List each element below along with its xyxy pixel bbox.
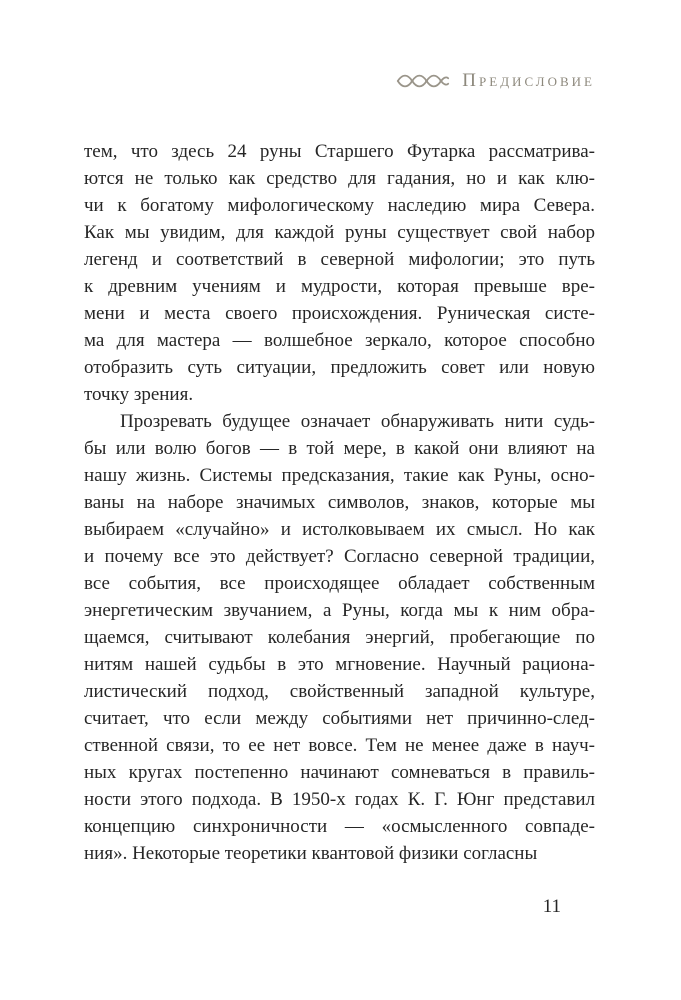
text-line: мени и места своего происхождения. Руническая систе- <box>84 303 595 324</box>
text-line: листический подход, свойственный западной культуре, <box>84 681 595 702</box>
paragraph <box>84 408 595 867</box>
text-line: ственной связи, то ее нет вовсе. Тем не менее даже в науч- <box>84 735 595 756</box>
text-line: Как мы увидим, для каждой руны существует свой набор <box>84 222 595 243</box>
text-line: ности этого подхода. В 1950-х годах К. Г. Юнг представил <box>84 789 595 810</box>
knot-ornament-icon <box>396 71 450 91</box>
text-line: ма для мастера — волшебное зеркало, которое способно <box>84 330 595 351</box>
text-line: к древним учениям и мудрости, которая превыше вре- <box>84 276 595 297</box>
text-line: ются не только как средство для гадания, но и как клю- <box>84 168 595 189</box>
text-line: Прозревать будущее означает обнаруживать нити судь- <box>120 411 595 432</box>
page-title: Предисловие <box>462 70 595 91</box>
text-line: выбираем «случайно» и истолковываем их смысл. Но как <box>84 519 595 540</box>
text-line: тем, что здесь 24 руны Старшего Футарка рассматрива- <box>84 141 595 162</box>
text-line: щаемся, считывают колебания энергий, пробегающие по <box>84 627 595 648</box>
text-line: ных кругах постепенно начинают сомневаться в правиль- <box>84 762 595 783</box>
text-line: концепцию синхроничности — «осмысленного совпаде- <box>84 816 595 837</box>
text-line: нитям нашей судьбы в это мгновение. Научный рациона- <box>84 654 595 675</box>
text-line: все события, все происходящее обладает собственным <box>84 573 595 594</box>
text-line: отобразить суть ситуации, предложить совет или новую <box>84 357 595 378</box>
text-line: и почему все это действует? Согласно северной традиции, <box>84 546 595 567</box>
text-line: нашу жизнь. Системы предсказания, такие как Руны, осно- <box>84 465 595 486</box>
paragraph <box>84 138 595 408</box>
text-line: ваны на наборе значимых символов, знаков, которые мы <box>84 492 595 513</box>
text-line: легенд и соответствий в северной мифологии; это путь <box>84 249 595 270</box>
text-line: считает, что если между событиями нет причинно-след- <box>84 708 595 729</box>
text-line: чи к богатому мифологическому наследию мира Севера. <box>84 195 595 216</box>
text-line: ния». Некоторые теоретики квантовой физики согласны <box>84 843 538 864</box>
text-line: энергетическим звучанием, а Руны, когда мы к ним обра- <box>84 600 595 621</box>
body-text <box>84 138 595 867</box>
text-line: точку зрения. <box>84 384 194 405</box>
page-header <box>396 70 595 92</box>
page-number: 11 <box>542 896 561 917</box>
text-line: бы или волю богов — в той мере, в какой они влияют на <box>84 438 595 459</box>
